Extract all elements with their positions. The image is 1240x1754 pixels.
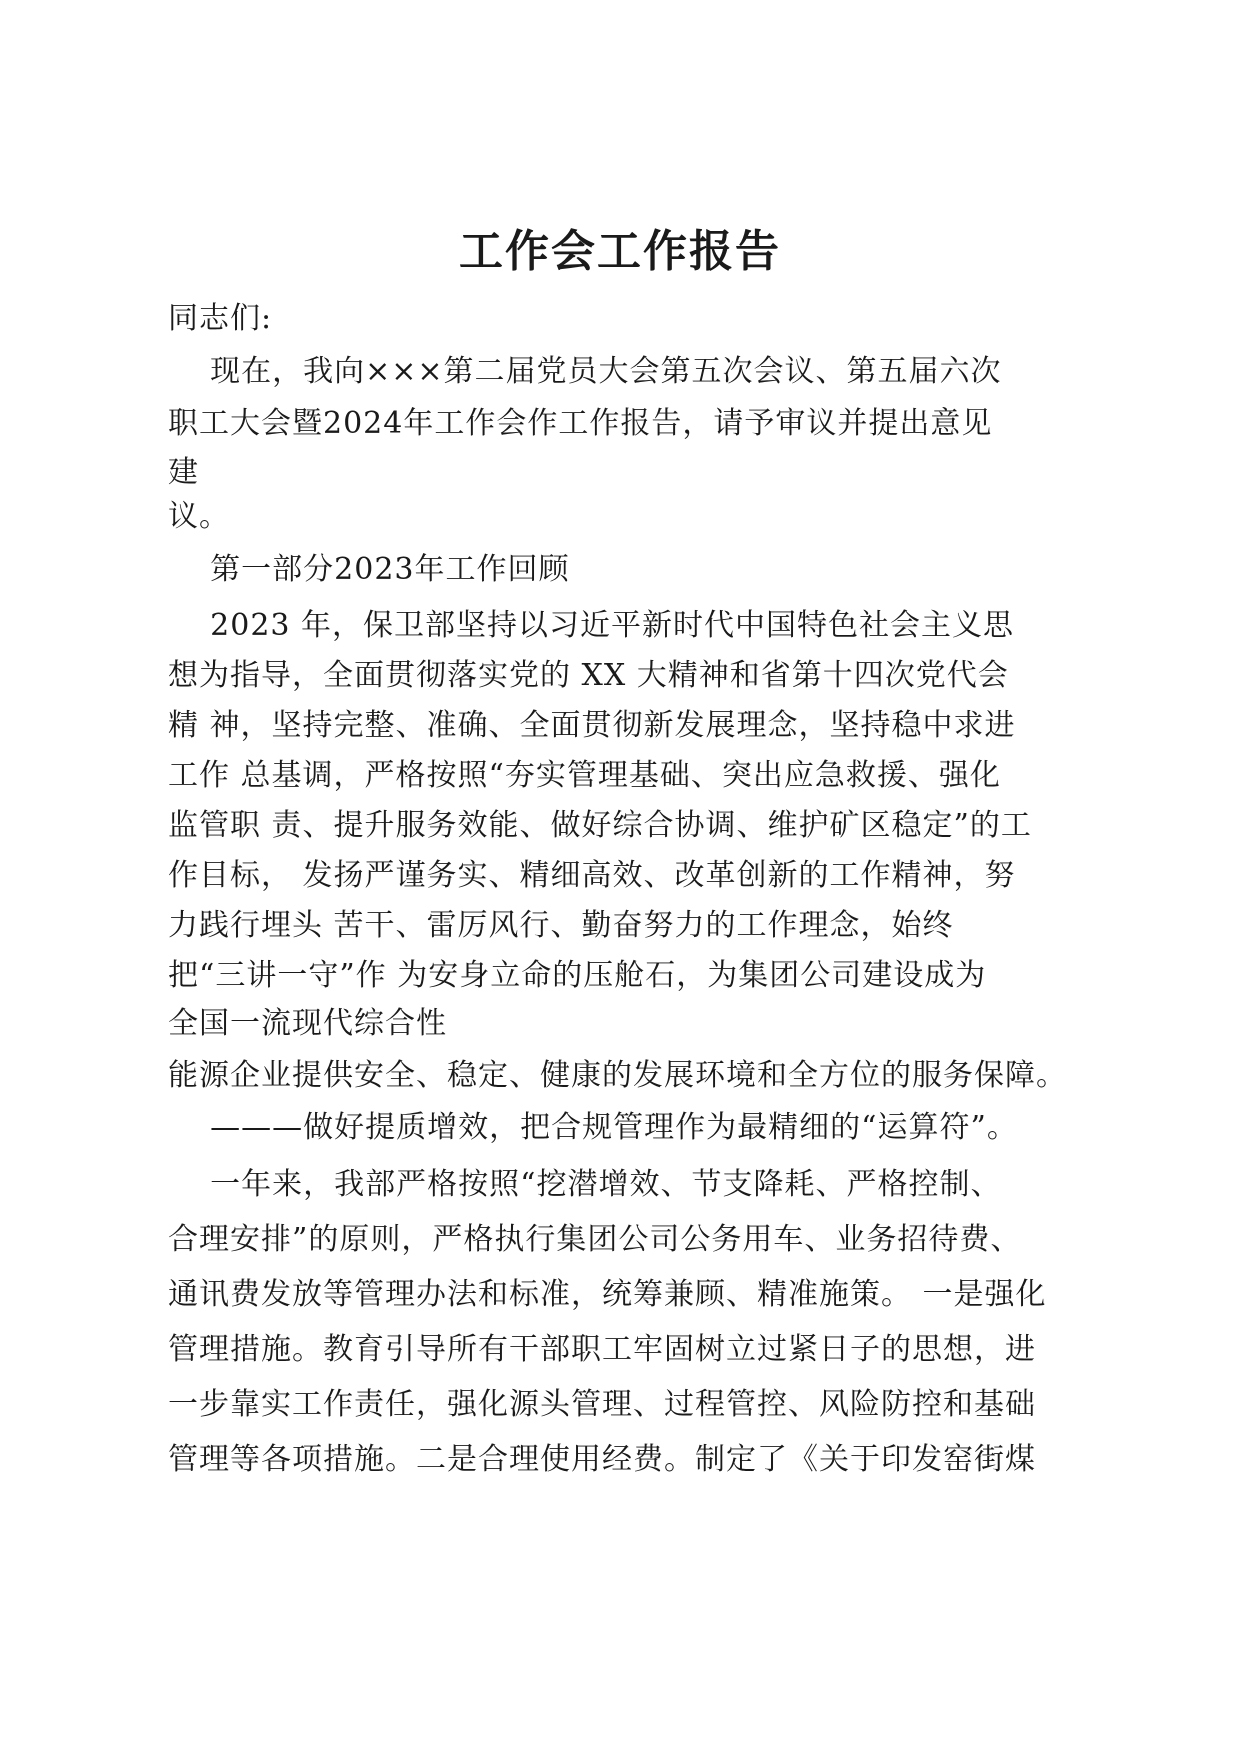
text-line: 管理等各项措施。二是合理使用经费。制定了《关于印发窑街煤 [168, 1442, 1036, 1477]
text-line: 一步靠实工作责任，强化源头管理、过程管控、风险防控和基础 [168, 1387, 1036, 1422]
text-line: 把“三讲一守”作 为安身立命的压舱石，为集团公司建设成为 [168, 958, 987, 993]
text-line: 精 神，坚持完整、准确、全面贯彻新发展理念，坚持稳中求进 [168, 708, 1016, 743]
text-line: 现在，我向×××第二届党员大会第五次会议、第五届六次 [168, 354, 1002, 389]
text-line: 作目标， 发扬严谨务实、精细高效、改革创新的工作精神，努 [168, 858, 1016, 893]
text-line: 一年来，我部严格按照“挖潜增效、节支降耗、严格控制、 [168, 1167, 1002, 1202]
text-line: 想为指导，全面贯彻落实党的 XX 大精神和省第十四次党代会 [168, 658, 1009, 693]
text-line: 通讯费发放等管理办法和标准，统筹兼顾、精准施策。 一是强化 [168, 1277, 1047, 1312]
text-line: 建 [168, 455, 199, 490]
text-line: 全国一流现代综合性 [168, 1006, 447, 1041]
salutation: 同志们: [168, 301, 273, 336]
text-line: 监管职 责、提升服务效能、做好综合协调、维护矿区稳定”的工 [168, 808, 1032, 843]
subsection-heading: ———做好提质增效，把合规管理作为最精细的“运算符”。 [168, 1110, 1018, 1145]
section-heading: 第一部分2023年工作回顾 [168, 552, 570, 587]
text-line: 管理措施。教育引导所有干部职工牢固树立过紧日子的思想，进 [168, 1332, 1036, 1367]
text-line: 工作 总基调，严格按照“夯实管理基础、突出应急救援、强化 [168, 758, 1001, 793]
text-line: 合理安排”的原则，严格执行集团公司公务用车、业务招待费、 [168, 1222, 1022, 1257]
text-line: 能源企业提供安全、稳定、健康的发展环境和全方位的服务保障。 [168, 1058, 1067, 1093]
text-line: 2023 年，保卫部坚持以习近平新时代中国特色社会主义思 [168, 608, 1015, 643]
document-title: 工作会工作报告 [459, 226, 781, 277]
text-line: 职工大会暨2024年工作会作工作报告，请予审议并提出意见 [168, 406, 993, 441]
text-line: 力践行埋头 苦干、雷厉风行、勤奋努力的工作理念，始终 [168, 908, 954, 943]
text-line: 议。 [168, 499, 230, 534]
